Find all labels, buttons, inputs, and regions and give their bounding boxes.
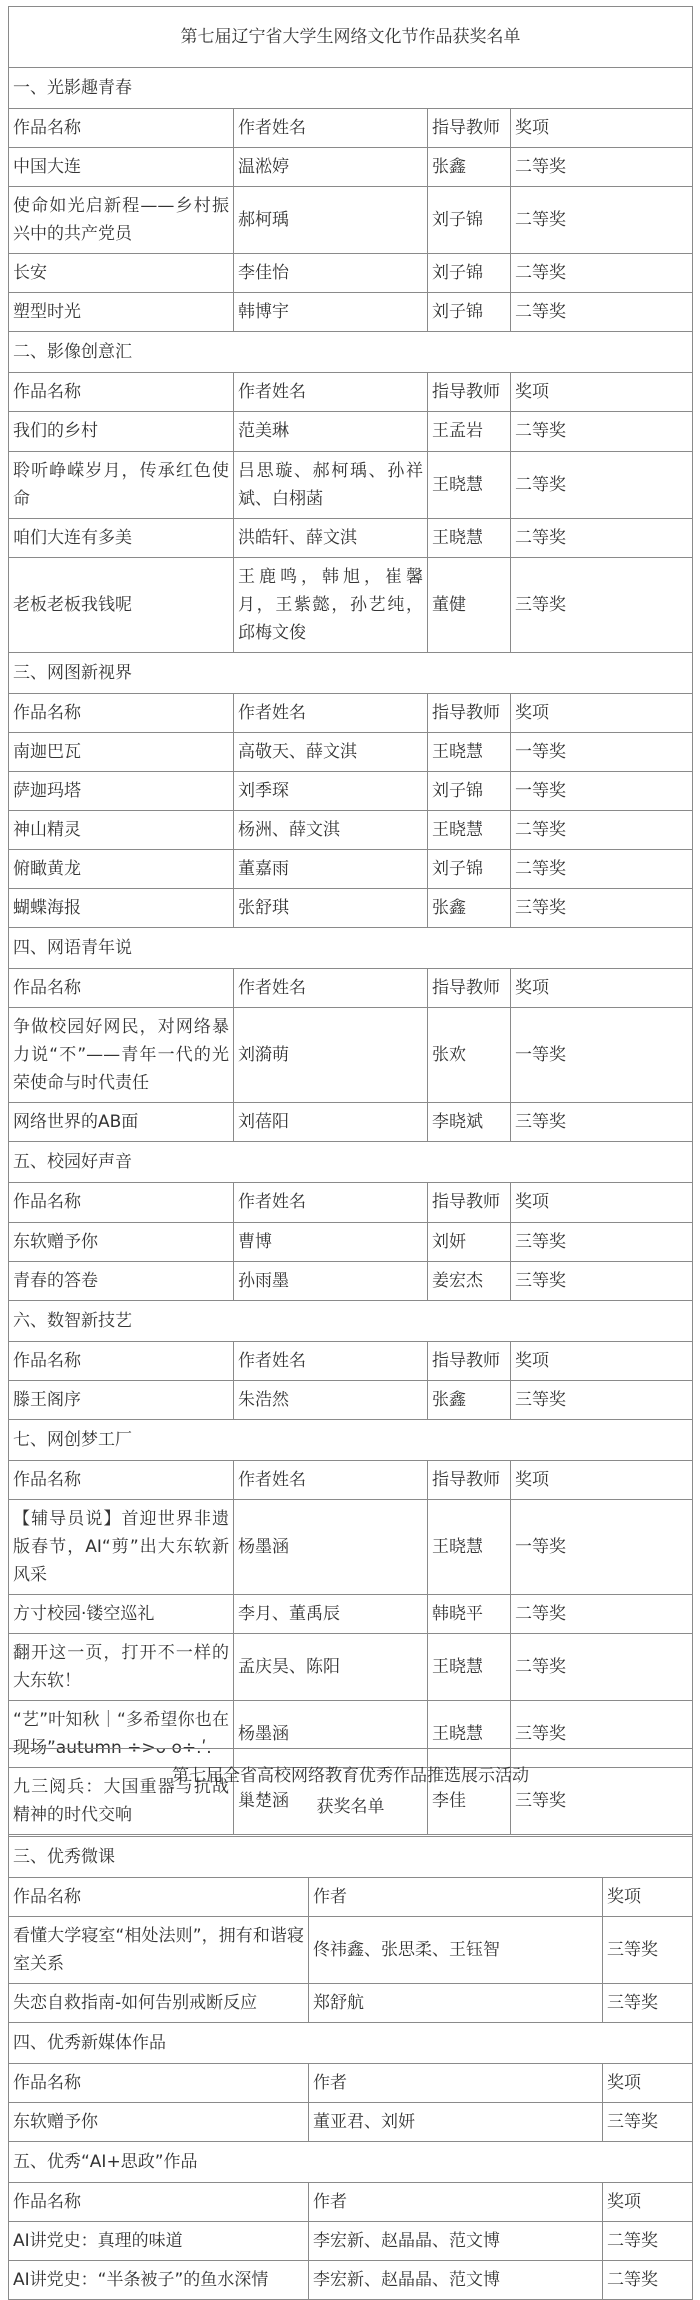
table-row: [9, 2103, 693, 2142]
table-row: [9, 518, 693, 557]
work-title-cell: “艺”叶知秋｜“多希望你也在现场”autumn ÷>ᴗ o÷.ʹ.: [9, 1701, 234, 1768]
work-title-cell: 神山精灵: [9, 810, 234, 849]
table-title: [9, 1749, 693, 1837]
advisor-cell: 董健: [428, 557, 511, 652]
header-author: 作者: [309, 2064, 603, 2103]
table-row: [9, 187, 693, 254]
advisor-cell: 姜宏杰: [428, 1261, 511, 1300]
author-cell: 韩博宇: [234, 293, 428, 332]
work-title-cell: 中国大连: [9, 148, 234, 187]
table-row: [9, 148, 693, 187]
header-work-title: 作品名称: [9, 969, 234, 1008]
award-cell: 三等奖: [603, 2103, 693, 2142]
header-work-title: 作品名称: [9, 1341, 234, 1380]
section-header-row: [9, 2023, 693, 2064]
work-title-cell: AI讲党史：“半条被子”的鱼水深情: [9, 2261, 309, 2300]
advisor-cell: 张欢: [428, 1008, 511, 1103]
header-award: 奖项: [511, 969, 693, 1008]
section-header-row: [9, 2142, 693, 2183]
header-award: 奖项: [603, 2183, 693, 2222]
award-table-network-education: [8, 1748, 693, 2300]
table-row: [9, 1222, 693, 1261]
header-work-title: 作品名称: [9, 1460, 234, 1499]
advisor-cell: 王晓慧: [428, 1701, 511, 1768]
header-author: 作者姓名: [234, 693, 428, 732]
table-title: 第七届辽宁省大学生网络文化节作品获奖名单: [9, 7, 693, 68]
section-header-row: [9, 1836, 693, 1877]
award-cell: 二等奖: [603, 2222, 693, 2261]
author-cell: 郑舒航: [309, 1984, 603, 2023]
header-award: 奖项: [511, 373, 693, 412]
header-advisor: 指导教师: [428, 1460, 511, 1499]
table-row: [9, 1984, 693, 2023]
table-row: [9, 771, 693, 810]
advisor-cell: 王晓慧: [428, 732, 511, 771]
header-author: 作者姓名: [234, 1460, 428, 1499]
award-cell: 三等奖: [511, 1103, 693, 1142]
table-row: [9, 557, 693, 652]
advisor-cell: 王孟岩: [428, 412, 511, 451]
award-cell: 三等奖: [511, 1222, 693, 1261]
column-header-row: [9, 1460, 693, 1499]
table-row: [9, 2222, 693, 2261]
table-row: [9, 810, 693, 849]
work-title-cell: 争做校园好网民，对网络暴力说“不”——青年一代的光荣使命与时代责任: [9, 1008, 234, 1103]
work-title-cell: 我们的乡村: [9, 412, 234, 451]
header-work-title: 作品名称: [9, 373, 234, 412]
award-cell: 三等奖: [511, 1701, 693, 1768]
column-header-row: [9, 373, 693, 412]
award-cell: 三等奖: [603, 1984, 693, 2023]
header-work-title: 作品名称: [9, 2064, 309, 2103]
advisor-cell: 李佳: [428, 1768, 511, 1835]
header-author: 作者姓名: [234, 373, 428, 412]
header-advisor: 指导教师: [428, 373, 511, 412]
author-cell: 王鹿鸣，韩旭，崔馨月，王紫懿，孙艺纯，邱梅文俊: [234, 557, 428, 652]
table-row: [9, 1634, 693, 1701]
author-cell: 温淞婷: [234, 148, 428, 187]
section-header-row: [9, 928, 693, 969]
table-title-row: [9, 1749, 693, 1837]
section-header-row: [9, 332, 693, 373]
table-row: [9, 1594, 693, 1633]
award-cell: 二等奖: [511, 810, 693, 849]
column-header-row: [9, 109, 693, 148]
header-author: 作者姓名: [234, 969, 428, 1008]
header-author: 作者姓名: [234, 1183, 428, 1222]
advisor-cell: 张鑫: [428, 148, 511, 187]
table-row: [9, 889, 693, 928]
work-title-cell: AI讲党史：真理的味道: [9, 2222, 309, 2261]
award-cell: 二等奖: [511, 518, 693, 557]
award-cell: 三等奖: [511, 1768, 693, 1835]
header-award: 奖项: [511, 1341, 693, 1380]
section-header-row: [9, 652, 693, 693]
table-title-line-1: 第七届全省高校网络教育优秀作品推选展示活动: [172, 1766, 529, 1786]
author-cell: 洪皓轩、薛文淇: [234, 518, 428, 557]
table-row: [9, 451, 693, 518]
award-cell: 三等奖: [511, 557, 693, 652]
table-row: [9, 850, 693, 889]
section-title: 五、校园好声音: [9, 1142, 693, 1183]
table-row: [9, 1261, 693, 1300]
work-title-cell: 蝴蝶海报: [9, 889, 234, 928]
table-row: [9, 1499, 693, 1594]
section-title: 五、优秀“AI+思政”作品: [9, 2142, 693, 2183]
advisor-cell: 张鑫: [428, 889, 511, 928]
work-title-cell: 聆听峥嵘岁月，传承红色使命: [9, 451, 234, 518]
author-cell: 曹博: [234, 1222, 428, 1261]
work-title-cell: 萨迦玛塔: [9, 771, 234, 810]
advisor-cell: 王晓慧: [428, 1634, 511, 1701]
column-header-row: [9, 2064, 693, 2103]
header-work-title: 作品名称: [9, 693, 234, 732]
author-cell: 范美琳: [234, 412, 428, 451]
award-cell: 二等奖: [511, 1594, 693, 1633]
award-cell: 二等奖: [603, 2261, 693, 2300]
work-title-cell: 翻开这一页，打开不一样的大东软！: [9, 1634, 234, 1701]
advisor-cell: 王晓慧: [428, 451, 511, 518]
table-row: [9, 1008, 693, 1103]
author-cell: 刘漪萌: [234, 1008, 428, 1103]
work-title-cell: 使命如光启新程——乡村振兴中的共产党员: [9, 187, 234, 254]
section-header-row: [9, 1300, 693, 1341]
award-cell: 二等奖: [511, 187, 693, 254]
advisor-cell: 刘妍: [428, 1222, 511, 1261]
advisor-cell: 王晓慧: [428, 1499, 511, 1594]
author-cell: 李月、董禹辰: [234, 1594, 428, 1633]
award-cell: 二等奖: [511, 254, 693, 293]
work-title-cell: 俯瞰黄龙: [9, 850, 234, 889]
work-title-cell: 九三阅兵：大国重器与抗战精神的时代交响: [9, 1768, 234, 1835]
header-award: 奖项: [603, 2064, 693, 2103]
advisor-cell: 王晓慧: [428, 810, 511, 849]
work-title-cell: 咱们大连有多美: [9, 518, 234, 557]
header-award: 奖项: [511, 693, 693, 732]
advisor-cell: 张鑫: [428, 1380, 511, 1419]
author-cell: 朱浩然: [234, 1380, 428, 1419]
header-work-title: 作品名称: [9, 1877, 309, 1916]
award-cell: 一等奖: [511, 771, 693, 810]
author-cell: 孙雨墨: [234, 1261, 428, 1300]
author-cell: 杨墨涵: [234, 1499, 428, 1594]
header-advisor: 指导教师: [428, 969, 511, 1008]
award-cell: 二等奖: [511, 293, 693, 332]
author-cell: 杨墨涵: [234, 1701, 428, 1768]
section-header-row: [9, 1419, 693, 1460]
section-header-row: [9, 1142, 693, 1183]
section-title: 二、影像创意汇: [9, 332, 693, 373]
author-cell: 张舒琪: [234, 889, 428, 928]
advisor-cell: 韩晓平: [428, 1594, 511, 1633]
award-cell: 二等奖: [511, 1634, 693, 1701]
column-header-row: [9, 1183, 693, 1222]
table-row: [9, 1380, 693, 1419]
work-title-cell: 【辅导员说】首迎世界非遗版春节，AI“剪”出大东软新风采: [9, 1499, 234, 1594]
author-cell: 李宏新、赵晶晶、范文博: [309, 2261, 603, 2300]
work-title-cell: 网络世界的AB面: [9, 1103, 234, 1142]
award-cell: 二等奖: [511, 451, 693, 518]
award-cell: 二等奖: [511, 148, 693, 187]
table-title-line-2: 获奖名单: [316, 1797, 385, 1818]
column-header-row: [9, 1877, 693, 1916]
award-cell: 三等奖: [603, 1916, 693, 1983]
header-award: 奖项: [511, 1460, 693, 1499]
header-award: 奖项: [603, 1877, 693, 1916]
work-title-cell: 南迦巴瓦: [9, 732, 234, 771]
header-award: 奖项: [511, 109, 693, 148]
advisor-cell: 刘子锦: [428, 850, 511, 889]
header-advisor: 指导教师: [428, 109, 511, 148]
table-title-row: [9, 7, 693, 68]
column-header-row: [9, 969, 693, 1008]
header-author: 作者: [309, 2183, 603, 2222]
author-cell: 李宏新、赵晶晶、范文博: [309, 2222, 603, 2261]
author-cell: 刘蓓阳: [234, 1103, 428, 1142]
work-title-cell: 老板老板我钱呢: [9, 557, 234, 652]
work-title-cell: 东软赠予你: [9, 2103, 309, 2142]
table-row: [9, 412, 693, 451]
award-cell: 三等奖: [511, 1380, 693, 1419]
table-row: [9, 254, 693, 293]
column-header-row: [9, 2183, 693, 2222]
header-advisor: 指导教师: [428, 693, 511, 732]
advisor-cell: 刘子锦: [428, 187, 511, 254]
award-cell: 二等奖: [511, 412, 693, 451]
header-work-title: 作品名称: [9, 109, 234, 148]
table-row: [9, 293, 693, 332]
section-title: 四、网语青年说: [9, 928, 693, 969]
author-cell: 吕思璇、郝柯瑀、孙祥斌、白栩菡: [234, 451, 428, 518]
award-cell: 一等奖: [511, 1499, 693, 1594]
award-cell: 三等奖: [511, 889, 693, 928]
advisor-cell: 刘子锦: [428, 254, 511, 293]
advisor-cell: 王晓慧: [428, 518, 511, 557]
work-title-cell: 看懂大学寝室“相处法则”，拥有和谐寝室关系: [9, 1916, 309, 1983]
author-cell: 高敬天、薛文淇: [234, 732, 428, 771]
work-title-cell: 长安: [9, 254, 234, 293]
table-row: [9, 2261, 693, 2300]
author-cell: 佟祎鑫、张思柔、王钰智: [309, 1916, 603, 1983]
table-row: [9, 1916, 693, 1983]
author-cell: 刘季琛: [234, 771, 428, 810]
work-title-cell: 失恋自救指南-如何告别戒断反应: [9, 1984, 309, 2023]
author-cell: 董嘉雨: [234, 850, 428, 889]
section-title: 三、网图新视界: [9, 652, 693, 693]
table-row: [9, 1103, 693, 1142]
header-author: 作者姓名: [234, 1341, 428, 1380]
work-title-cell: 滕王阁序: [9, 1380, 234, 1419]
work-title-cell: 青春的答卷: [9, 1261, 234, 1300]
section-title: 六、数智新技艺: [9, 1300, 693, 1341]
header-author: 作者: [309, 1877, 603, 1916]
column-header-row: [9, 1341, 693, 1380]
advisor-cell: 刘子锦: [428, 771, 511, 810]
work-title-cell: 方寸校园·镂空巡礼: [9, 1594, 234, 1633]
header-author: 作者姓名: [234, 109, 428, 148]
header-advisor: 指导教师: [428, 1183, 511, 1222]
header-advisor: 指导教师: [428, 1341, 511, 1380]
section-title: 三、优秀微课: [9, 1836, 693, 1877]
header-work-title: 作品名称: [9, 2183, 309, 2222]
author-cell: 孟庆昊、陈阳: [234, 1634, 428, 1701]
section-title: 一、光影趣青春: [9, 68, 693, 109]
advisor-cell: 刘子锦: [428, 293, 511, 332]
section-header-row: [9, 68, 693, 109]
advisor-cell: 李晓斌: [428, 1103, 511, 1142]
award-cell: 二等奖: [511, 850, 693, 889]
section-title: 四、优秀新媒体作品: [9, 2023, 693, 2064]
section-title: 七、网创梦工厂: [9, 1419, 693, 1460]
award-table-provincial-festival: [8, 6, 693, 1835]
author-cell: 董亚君、刘妍: [309, 2103, 603, 2142]
author-cell: 杨洲、薛文淇: [234, 810, 428, 849]
author-cell: 李佳怡: [234, 254, 428, 293]
table-row: [9, 732, 693, 771]
header-work-title: 作品名称: [9, 1183, 234, 1222]
author-cell: 巢楚涵: [234, 1768, 428, 1835]
work-title-cell: 东软赠予你: [9, 1222, 234, 1261]
column-header-row: [9, 693, 693, 732]
header-award: 奖项: [511, 1183, 693, 1222]
author-cell: 郝柯瑀: [234, 187, 428, 254]
award-cell: 一等奖: [511, 732, 693, 771]
award-cell: 一等奖: [511, 1008, 693, 1103]
work-title-cell: 塑型时光: [9, 293, 234, 332]
award-cell: 三等奖: [511, 1261, 693, 1300]
